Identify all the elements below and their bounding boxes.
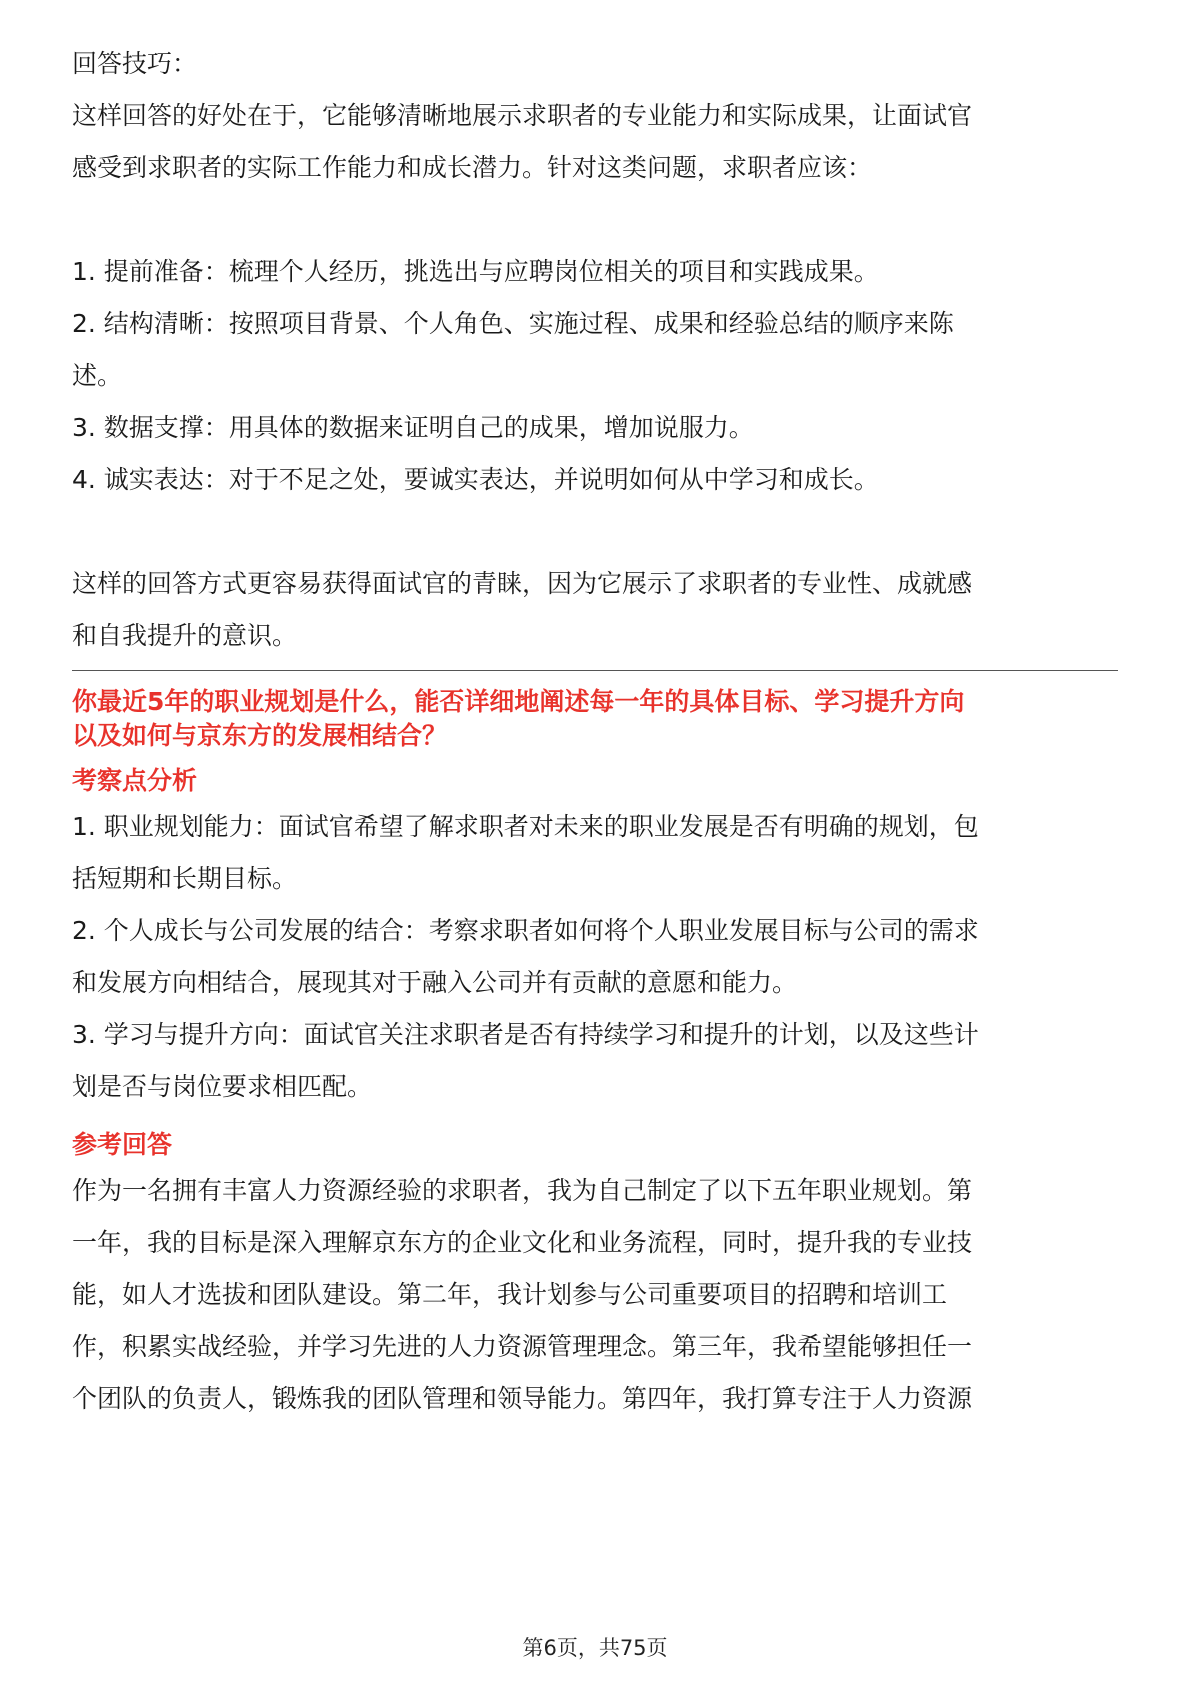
answer-heading: 参考回答 [72,1130,173,1159]
question-title-line: 你最近5年的职业规划是什么，能否详细地阐述每一年的具体目标、学习提升方向 [72,687,965,716]
list-item: 2. 结构清晰：按照项目背景、个人角色、实施过程、成果和经验总结的顺序来陈 [72,309,954,338]
analysis-line: 和发展方向相结合，展现其对于融入公司并有贡献的意愿和能力。 [72,968,798,997]
answer-line: 能，如人才选拔和团队建设。第二年，我计划参与公司重要项目的招聘和培训工 [72,1280,948,1309]
document-page [72,0,1118,1425]
analysis-line: 划是否与岗位要求相匹配。 [72,1072,373,1101]
list-item: 3. 数据支撑：用具体的数据来证明自己的成果，增加说服力。 [72,413,754,442]
section-divider [72,670,1118,671]
list-item: 1. 提前准备：梳理个人经历，挑选出与应聘岗位相关的项目和实践成果。 [72,257,879,286]
answer-line: 作为一名拥有丰富人力资源经验的求职者，我为自己制定了以下五年职业规划。第 [72,1176,973,1205]
page-number: 第6页，共75页 [522,1636,668,1660]
list-item: 述。 [72,361,123,390]
answer-line: 作，积累实战经验，并学习先进的人力资源管理理念。第三年，我希望能够担任一 [72,1332,973,1361]
analysis-heading: 考察点分析 [72,766,198,795]
analysis-line: 括短期和长期目标。 [72,864,298,893]
analysis-line: 2. 个人成长与公司发展的结合：考察求职者如何将个人职业发展目标与公司的需求 [72,916,979,945]
answer-line: 个团队的负责人，锻炼我的团队管理和领导能力。第四年，我打算专注于人力资源 [72,1384,973,1413]
tips-paragraph-line: 这样回答的好处在于，它能够清晰地展示求职者的专业能力和实际成果，让面试官 [72,101,973,130]
question-title-line: 以及如何与京东方的发展相结合？ [72,721,448,750]
conclusion-line: 和自我提升的意识。 [72,621,298,650]
conclusion-line: 这样的回答方式更容易获得面试官的青睐，因为它展示了求职者的专业性、成就感 [72,569,973,598]
tips-heading: 回答技巧： [72,49,198,78]
answer-line: 一年，我的目标是深入理解京东方的企业文化和业务流程，同时，提升我的专业技 [72,1228,973,1257]
list-item: 4. 诚实表达：对于不足之处，要诚实表达，并说明如何从中学习和成长。 [72,465,879,494]
tips-paragraph-line: 感受到求职者的实际工作能力和成长潜力。针对这类问题，求职者应该： [72,153,873,182]
analysis-line: 1. 职业规划能力：面试官希望了解求职者对未来的职业发展是否有明确的规划，包 [72,812,979,841]
analysis-line: 3. 学习与提升方向：面试官关注求职者是否有持续学习和提升的计划，以及这些计 [72,1020,979,1049]
